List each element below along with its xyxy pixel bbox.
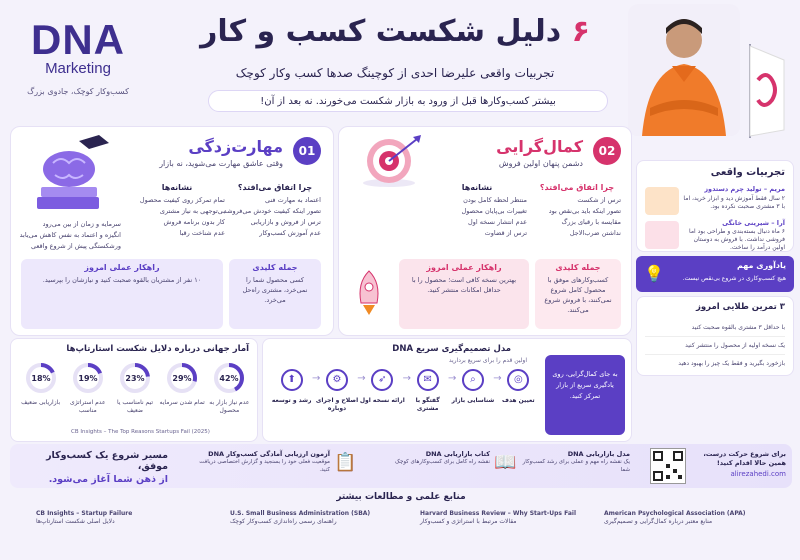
why-item: عدم آموزش کسب‌وکار	[259, 229, 321, 237]
exercises-title: ۳ تمرین طلایی امروز	[696, 302, 785, 312]
section-title: مهارت‌زدگی	[188, 137, 283, 156]
model-steps	[269, 369, 541, 435]
key-sentence-box	[229, 259, 321, 329]
stat-label: عدم نیاز بازار به محصول	[209, 399, 250, 414]
reminder-box	[636, 256, 794, 292]
model-step	[496, 369, 541, 405]
clipboard-icon: 📋	[334, 452, 357, 473]
section-subtitle: دشمن پنهان اولین فروش	[498, 159, 583, 168]
section-number-badge: 01	[293, 137, 321, 165]
headline-banner: بیشتر کسب‌وکارها قبل از ورود به بازار شکست می‌خورند. نه بعد از آن!	[208, 90, 608, 112]
test-text: موقعیت فعلی خود را بسنجید و گزارش اختصاصی دریافت کنید.	[199, 459, 330, 473]
adjust-icon: ⚙	[326, 369, 348, 391]
reference-name: Harvard Business Review – Why Start-Ups Fail	[420, 510, 577, 517]
signs-list	[427, 195, 527, 239]
stat-label: تمام شدن سرمایه	[159, 399, 205, 406]
sign-item: عدم انتشار نسخه اول	[468, 218, 527, 226]
case-text: ۶ ماه دنبال بسته‌بندی و طراحی بود اما فروشی نداشت. با فروش به دوستان اولین درآمد را ساخت.	[689, 228, 785, 251]
step-title: گفتگو با مشتری	[415, 397, 440, 412]
cta-text	[18, 450, 168, 485]
section-title: کمال‌گرایی	[496, 137, 583, 156]
key-sentence-box	[535, 259, 621, 329]
model-step	[359, 369, 411, 405]
model-step	[269, 369, 321, 405]
brand-flag-icon	[744, 40, 790, 140]
stat-label: تیم نامناسب یا ضعیف	[116, 399, 154, 414]
experiences-title: تجربیات واقعی	[710, 167, 785, 178]
chat-icon: ✉	[417, 369, 439, 391]
reference-desc: مقالات مرتبط با استراتژی و کسب‌وکار	[420, 518, 517, 525]
why-item: ترس از فروش و بازاریابی	[250, 218, 321, 226]
reference-item[interactable]	[36, 510, 216, 526]
brand-logo[interactable]	[8, 18, 148, 108]
stat-item	[17, 361, 64, 407]
reminder-title: یادآوری مهم	[736, 261, 786, 270]
step-title: رشد و توسعه	[271, 397, 312, 404]
stat-value: 42%	[219, 374, 239, 383]
stat-label: بازاریابی ضعیف	[21, 399, 61, 406]
model-subtitle: اولین قدم را برای سریع بردارید	[448, 357, 527, 364]
reference-item[interactable]	[604, 510, 792, 526]
step-arrow-icon: →	[402, 373, 411, 384]
model-step	[447, 369, 502, 405]
cta-line2: از ذهن شما آغاز می‌شود.	[48, 474, 168, 485]
stat-value: 19%	[78, 374, 98, 383]
sign-item: عدم شناخت رقبا	[179, 229, 225, 237]
title-number: ۶	[571, 14, 590, 49]
exercise-item: با حداقل ۳ مشتری بالقوه صحبت کنید	[645, 319, 785, 337]
target-icon	[357, 133, 427, 193]
case-photo	[645, 187, 679, 215]
reference-name: CB Insights – Startup Failure	[36, 510, 133, 517]
why-item: مقایسه با رقبای بزرگ	[561, 218, 621, 226]
reference-desc: راهنمای رسمی راه‌اندازی کسب‌وکار کوچک	[230, 518, 337, 525]
model-title: مدل تصمیم‌گیری سریع DNA	[392, 344, 511, 354]
step-arrow-icon: →	[447, 373, 457, 384]
why-item: اعتماد به مهارت فنی	[265, 196, 321, 204]
mdna-text: یک نقشه راه مهم و عملی برای رشد کسب‌وکار شما	[522, 459, 630, 473]
target-icon: ◎	[507, 369, 529, 391]
sign-item: بی‌توجهی به نیاز مشتری	[159, 207, 225, 215]
exercises-list	[645, 319, 785, 372]
cta-line1: مسیر شروع یک کسب‌وکار موفق،	[46, 450, 168, 472]
stat-ring	[24, 361, 58, 395]
section-subtitle: وقتی عاشق مهارت می‌شوید، نه بازار	[159, 159, 283, 168]
section-perfectionism	[338, 126, 632, 336]
step-title: ارائه نسخه اول	[359, 397, 405, 404]
why-item: تصور اینکه کیفیت خودش می‌فروشد	[223, 207, 321, 215]
stat-ring	[212, 361, 246, 395]
key-heading: جمله کلیدی	[555, 263, 601, 272]
step-arrow-icon: →	[357, 373, 366, 384]
mdna-title: مدل بازاریابی DNA	[567, 450, 630, 458]
reference-name: American Psychological Association (APA)	[604, 510, 746, 517]
step-title: شناسایی بازار	[451, 397, 495, 404]
sign-item: تمام تمرکز روی کیفیت محصول	[139, 196, 225, 204]
reference-item[interactable]	[420, 510, 600, 526]
key-text: کسی محصول شما را نمی‌خرد، مشتری راه‌حل می‌خرد.	[242, 276, 308, 304]
signs-heading: نشانه‌ها	[161, 183, 193, 192]
consequence-item: انگیزه و اعتماد به نفس کاهش می‌یابد	[19, 231, 121, 239]
references-title: منابع علمی و مطالعات بیشتر	[336, 492, 466, 502]
sign-item: کار بدون برنامه فروش	[163, 218, 225, 226]
stat-item	[159, 361, 206, 407]
case-title: آرا – شیرینی خانگی	[722, 219, 785, 227]
stat-label: عدم استراتژی مناسب	[70, 399, 106, 414]
why-list	[533, 195, 621, 239]
key-text: کسب‌وکارهای موفق با محصول کامل شروع نمی‌کنند، با فروش شروع می‌کنند.	[544, 276, 612, 314]
dna-model-link[interactable]	[520, 450, 630, 482]
step-title: تعیین هدف	[502, 397, 535, 404]
logo-dna-text: DNA	[31, 16, 125, 63]
stats-title: آمار جهانی درباره دلایل شکست استارتاپ‌ها	[66, 344, 249, 354]
test-title: آزمون ارزیابی آمادگی کسب‌وکار DNA	[208, 450, 330, 458]
stat-ring	[165, 361, 199, 395]
reminder-text: هیچ کسب‌وکاری در شروع بی‌نقص نیست.	[682, 275, 786, 282]
sign-item: ترس از قضاوت	[484, 229, 527, 237]
stat-value: 23%	[125, 374, 145, 383]
consequence-item: ورشکستگی پیش از شروع واقعی	[30, 242, 121, 250]
logo-marketing-text: Marketing	[45, 60, 111, 77]
stat-value: 29%	[172, 374, 192, 383]
reference-name: U.S. Small Business Administration (SBA)	[230, 510, 371, 517]
why-item: ترس از شکست	[577, 196, 621, 204]
sign-item: منتظر لحظه کامل بودن	[463, 196, 527, 204]
qr-caption	[692, 450, 786, 478]
lightbulb-icon: 💡	[644, 264, 664, 283]
consequence-list	[21, 219, 121, 252]
stat-ring	[71, 361, 105, 395]
sign-item: تغییرات بی‌پایان محصول	[461, 207, 527, 215]
exercises-card	[636, 296, 794, 376]
model-step	[402, 369, 457, 413]
key-heading: جمله کلیدی	[252, 263, 298, 272]
stat-item	[64, 361, 111, 415]
stats-rings	[17, 361, 253, 427]
solution-text: ۱۰ نفر از مشتریان بالقوه صحبت کنید و نیازشان را بپرسید.	[42, 276, 202, 284]
case-text: ۲ سال فقط آموزش دید و ابزار خرید، اما با ۳ مشتری صحبت نکرده بود.	[683, 195, 785, 210]
why-list	[223, 195, 321, 239]
sidebar	[636, 160, 794, 367]
stat-item	[206, 361, 253, 415]
exercise-item: بازخورد بگیرید و فقط یک چیز را بهبود دهید	[678, 360, 785, 367]
solution-box	[399, 259, 529, 329]
reference-item[interactable]	[230, 510, 410, 526]
signs-list	[129, 195, 225, 239]
stats-card	[10, 338, 258, 442]
section-number-badge: 02	[593, 137, 621, 165]
exercise-item: یک نسخه اولیه از محصول را منتشر کنید	[645, 337, 785, 355]
step-arrow-icon: →	[311, 373, 321, 384]
book-text: نقشه راه کامل برای کسب‌وکارهای کوچک	[395, 459, 490, 465]
rocket-icon	[349, 267, 389, 321]
signs-heading: نشانه‌ها	[461, 183, 493, 192]
solution-heading: راهکار عملی امروز	[84, 263, 160, 272]
presenter-photo	[628, 4, 740, 136]
qr-code[interactable]	[650, 448, 686, 484]
solution-text: بهترین نسخه کافی است؛ محصول را با حداقل امکانات منتشر کنید.	[411, 276, 517, 294]
solution-heading: راهکار عملی امروز	[426, 263, 502, 272]
case-title: مریم – تولید چرم دستدوز	[704, 185, 785, 193]
logo-tagline: کسب‌وکار کوچک، جادوی بزرگ	[27, 87, 129, 96]
reference-desc: دلایل اصلی شکست استارتاپ‌ها	[36, 518, 115, 525]
cta-bar	[10, 444, 792, 488]
real-experiences-card	[636, 160, 794, 252]
page-title	[170, 14, 620, 49]
consequence-item: سرمایه و زمان از بین می‌رود	[42, 220, 121, 228]
model-callout: به جای کمال‌گرایی، روی یادگیری سریع از بازار تمرکز کنید.	[545, 355, 625, 435]
why-heading: چرا اتفاق می‌افتد؟	[539, 183, 615, 192]
stat-value: 18%	[31, 374, 51, 383]
qr-title: برای شروع حرکت درست، همین حالا اقدام کنید!	[703, 450, 786, 467]
solution-box	[21, 259, 223, 329]
step-title: اصلاح و اجرای دوباره	[315, 397, 359, 412]
book-icon: 📖	[494, 452, 517, 473]
launch-icon: ➶	[371, 369, 393, 391]
title-text: دلیل شکست کسب و کار	[200, 14, 562, 49]
brain-books-icon	[23, 131, 113, 221]
website-link[interactable]: alirezahedi.com	[730, 470, 786, 478]
search-icon: ⌕	[462, 369, 484, 391]
case-photo	[645, 221, 679, 249]
growth-icon: ⬆	[281, 369, 303, 391]
step-arrow-icon: →	[493, 373, 502, 384]
dna-book-link[interactable]	[360, 450, 490, 482]
book-title: کتاب بازاریابی DNA	[425, 450, 490, 458]
stats-source: CB Insights – The Top Reasons Startups Fail (2025)	[71, 429, 210, 435]
stat-item	[111, 361, 158, 415]
section-skill-obsession	[10, 126, 334, 336]
why-item: نداشتن ضرب‌الاجل	[569, 229, 621, 237]
why-item: تصور اینکه باید بی‌نقص بود	[548, 207, 621, 215]
reference-desc: منابع معتبر درباره کمال‌گرایی و تصمیم‌گیری	[604, 518, 713, 525]
decision-model-card	[262, 338, 632, 442]
why-heading: چرا اتفاق می‌افتد؟	[237, 183, 313, 192]
stat-ring	[118, 361, 152, 395]
readiness-test-link[interactable]	[190, 450, 330, 482]
model-step	[311, 369, 366, 413]
page-subtitle: تجربیات واقعی علیرضا احدی از کوچینگ صدها کسب وکار کوچک	[235, 66, 555, 80]
